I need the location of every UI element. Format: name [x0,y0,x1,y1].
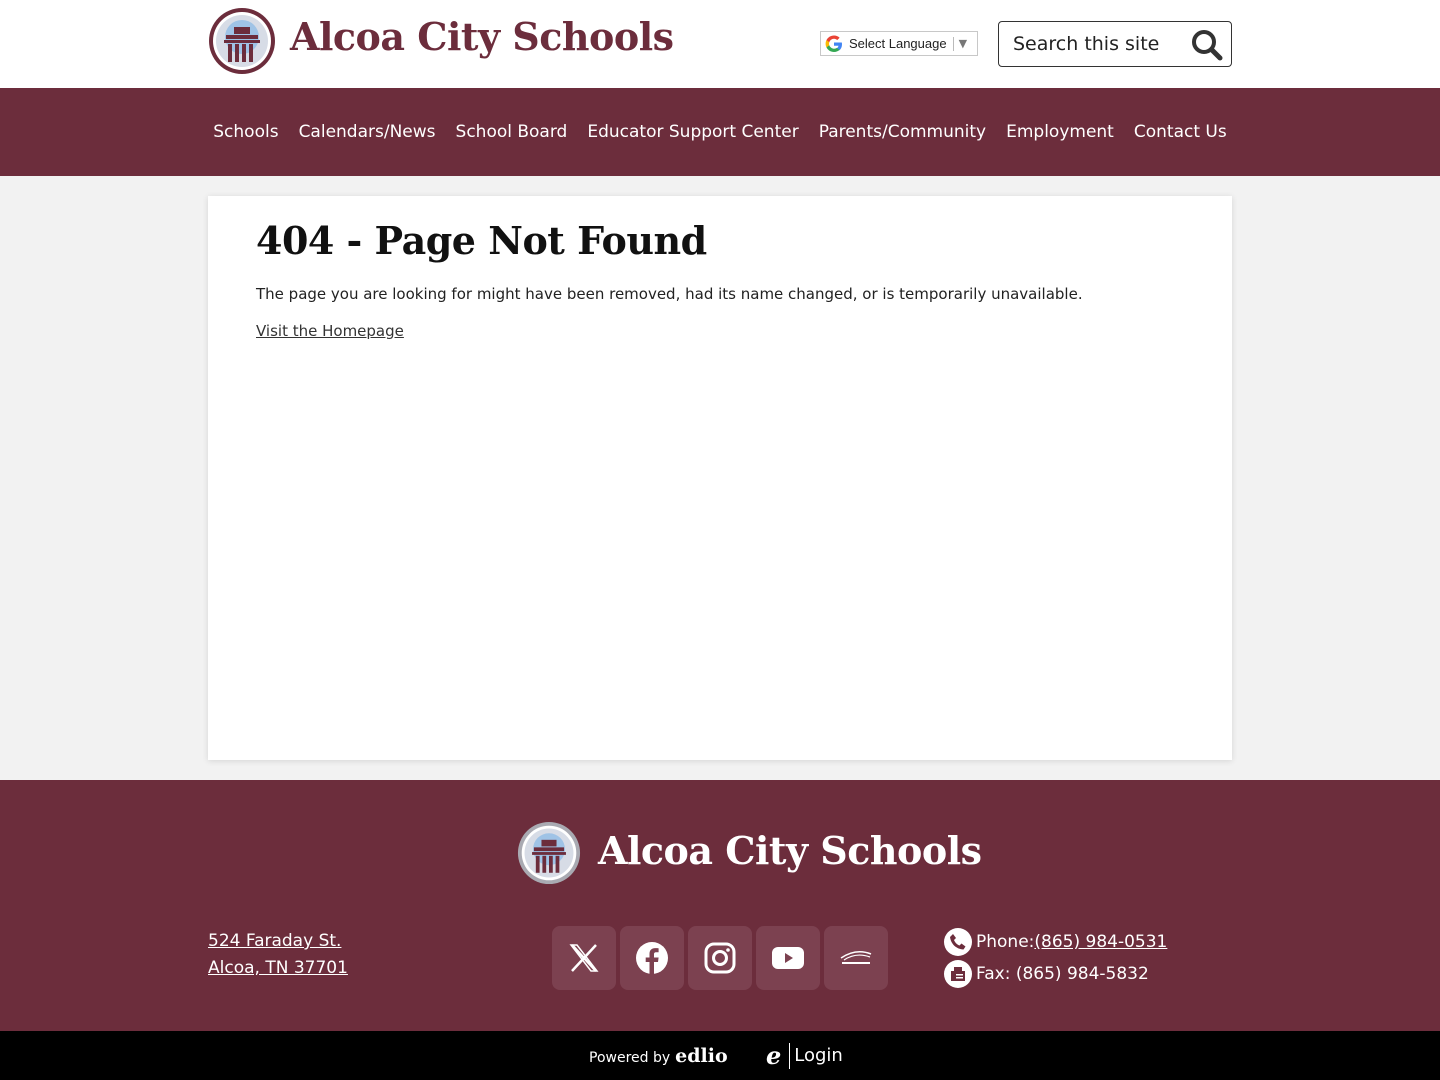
nav-item-schools[interactable]: Schools [213,122,279,142]
x-link[interactable] [552,926,616,990]
phone-icon [944,928,972,956]
phone-label: Phone: [976,932,1035,952]
content-card [208,196,1232,760]
youtube-icon [771,945,805,971]
error-message: The page you are looking for might have been removed, had its name changed, or is temporarily unavailable. [256,285,1083,303]
contact-info [944,926,1167,990]
facebook-link[interactable] [620,926,684,990]
x-icon [568,942,600,974]
facebook-icon [635,941,669,975]
login-button[interactable] [766,1041,843,1070]
address-line-2[interactable]: Alcoa, TN 37701 [208,958,348,978]
artifact-icon [839,948,873,968]
edlio-brand: edlio [675,1045,728,1067]
fax-icon [944,960,972,988]
search-button[interactable] [1189,27,1225,63]
social-links [552,926,888,990]
footer-title[interactable]: Alcoa City Schools [598,828,982,873]
bottom-bar [0,1031,1440,1080]
address-line-1[interactable]: 524 Faraday St. [208,931,342,951]
fax-row [944,958,1167,990]
phone-row [944,926,1167,958]
main-navigation [0,88,1440,176]
language-select-divider [953,37,954,51]
search-input[interactable] [1013,30,1183,58]
language-select-label: Select Language [849,36,947,51]
search-icon [1191,29,1223,61]
login-divider [789,1043,790,1069]
fax-text: Fax: (865) 984-5832 [976,964,1149,984]
edlio-e-icon: e [766,1041,782,1070]
address[interactable] [208,928,348,982]
language-select[interactable] [820,31,978,56]
site-header [0,0,1440,88]
nav-item-contact-us[interactable]: Contact Us [1133,122,1227,142]
dropdown-arrow-icon: ▼ [958,37,968,50]
instagram-link[interactable] [688,926,752,990]
phone-number[interactable]: (865) 984-0531 [1034,932,1168,952]
nav-item-school-board[interactable]: School Board [455,122,568,142]
site-search [998,21,1232,67]
site-title[interactable]: Alcoa City Schools [290,14,674,59]
instagram-icon [704,942,736,974]
page-title: 404 - Page Not Found [256,218,707,263]
powered-by-label: Powered by [589,1050,671,1066]
homepage-link[interactable]: Visit the Homepage [256,322,404,340]
nav-item-employment[interactable]: Employment [1006,122,1114,142]
youtube-link[interactable] [756,926,820,990]
artifact-link[interactable] [824,926,888,990]
nav-item-parents-community[interactable]: Parents/Community [818,122,987,142]
site-footer [0,780,1440,1031]
google-icon [825,35,843,53]
nav-item-calendars-news[interactable]: Calendars/News [298,122,436,142]
footer-seal-logo[interactable] [517,821,581,885]
login-label: Login [794,1045,843,1066]
nav-item-educator-support-center[interactable]: Educator Support Center [587,122,799,142]
district-seal-logo[interactable] [208,7,276,75]
powered-by-link[interactable] [589,1045,728,1067]
